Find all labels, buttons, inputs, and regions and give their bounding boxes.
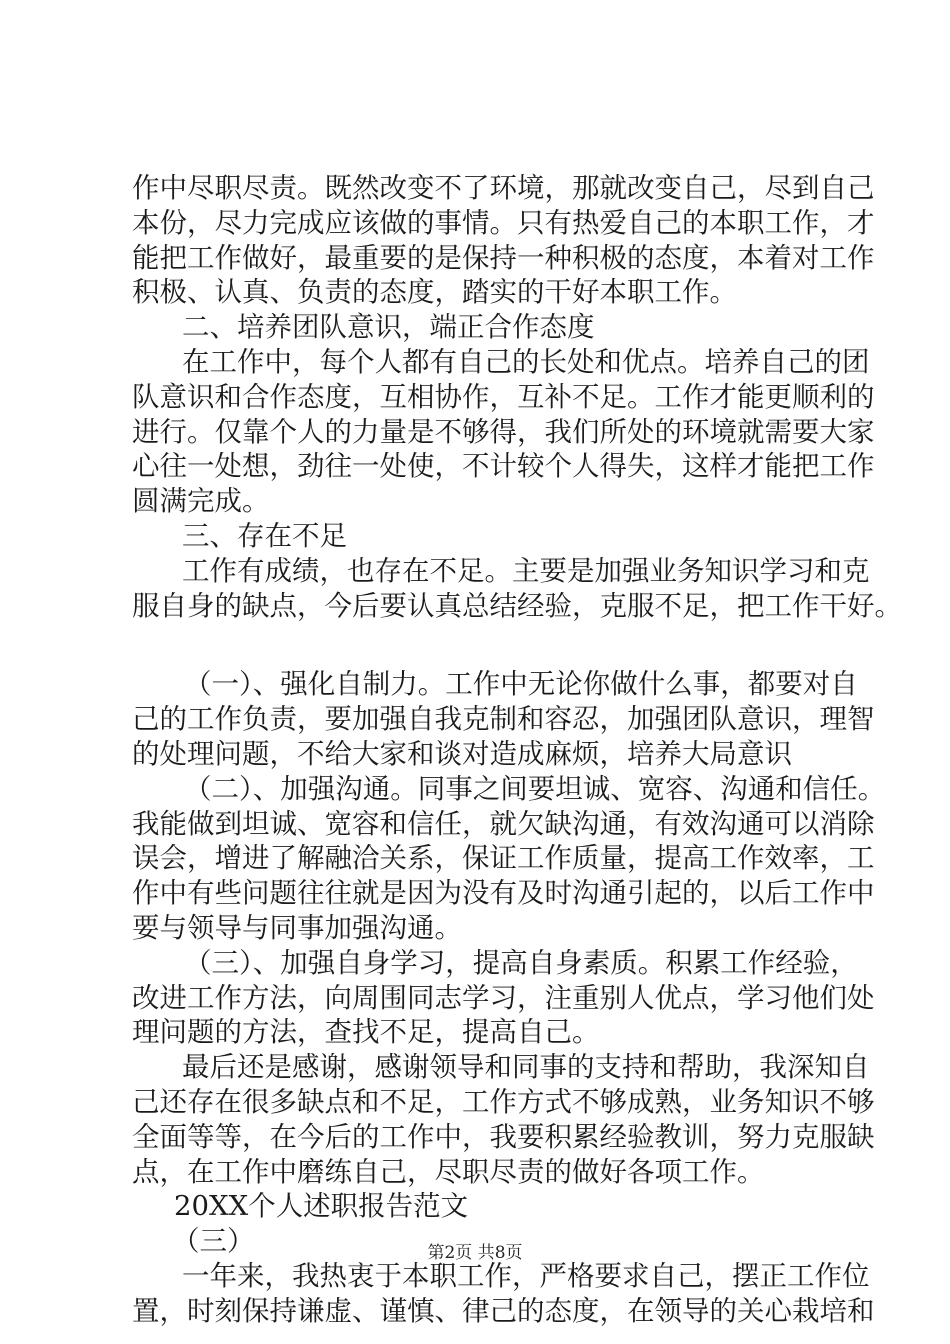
paragraph-line: 一年来，我热衷于本职工作，严格要求自己，摆正工作位 [182, 1259, 870, 1292]
paragraph-line: 要与领导与同事加强沟通。 [132, 911, 462, 944]
paragraph-line: 在工作中，每个人都有自己的长处和优点。培养自己的团 [182, 345, 870, 378]
paragraph-line: 点，在工作中磨练自己，尽职尽责的做好各项工作。 [132, 1155, 765, 1188]
document-subtitle: （三） [172, 1225, 255, 1258]
document-body [132, 171, 902, 1329]
paragraph-line: 进行。仅靠个人的力量是不够得，我们所处的环境就需要大家 [132, 415, 875, 448]
paragraph-line: 队意识和合作态度，互相协作，互补不足。工作才能更顺利的 [132, 380, 875, 413]
paragraph-line: 最后还是感谢，感谢领导和同事的支持和帮助，我深知自 [182, 1051, 870, 1084]
paragraph-line: 全面等等，在今后的工作中，我要积累经验教训，努力克服缺 [132, 1120, 875, 1153]
paragraph-line: 作中有些问题往往就是因为没有及时沟通引起的，以后工作中 [132, 877, 875, 910]
section-heading: 三、存在不足 [182, 519, 347, 552]
paragraph-line: （一）、强化自制力。工作中无论你做什么事，都要对自 [184, 668, 858, 701]
paragraph-line: 能把工作做好，最重要的是保持一种积极的态度，本着对工作 [132, 241, 875, 274]
paragraph-line: 置，时刻保持谦虚、谨慎、律己的态度，在领导的关心栽培和 [132, 1294, 875, 1327]
paragraph-line: 己的工作负责，要加强自我克制和容忍，加强团队意识，理智 [132, 703, 875, 736]
paragraph-line: 改进工作方法，向周围同志学习，注重别人优点，学习他们处 [132, 981, 875, 1014]
paragraph-line: 圆满完成。 [132, 485, 270, 518]
paragraph-line: 服自身的缺点，今后要认真总结经验，克服不足，把工作干好。 [132, 589, 902, 622]
paragraph-line: 作中尽职尽责。既然改变不了环境，那就改变自己，尽到自己 [132, 172, 875, 204]
paragraph-gap [132, 623, 848, 667]
paragraph-line: （三）、加强自身学习，提高自身素质。积累工作经验， [184, 946, 858, 979]
document-title: 20XX个人述职报告范文 [174, 1190, 469, 1223]
paragraph-line: 本份，尽力完成应该做的事情。只有热爱自己的本职工作，才 [132, 206, 875, 239]
paragraph-line: （二）、加强沟通。同事之间要坦诚、宽容、沟通和信任。 [184, 772, 886, 805]
paragraph-line: 理问题的方法，查找不足，提高自己。 [132, 1016, 600, 1049]
paragraph-line: 心往一处想，劲往一处使，不计较个人得失，这样才能把工作 [132, 450, 875, 483]
paragraph-line: 我能做到坦诚、宽容和信任，就欠缺沟通，有效沟通可以消除 [132, 807, 875, 840]
paragraph-line: 误会，增进了解融洽关系，保证工作质量，提高工作效率，工 [132, 842, 875, 875]
paragraph-line: 工作有成绩，也存在不足。主要是加强业务知识学习和克 [182, 554, 870, 587]
paragraph-line: 的处理问题，不给大家和谈对造成麻烦，培养大局意识 [132, 737, 792, 770]
paragraph-line: 己还存在很多缺点和不足，工作方式不够成熟，业务知识不够 [132, 1085, 875, 1118]
paragraph-line: 积极、认真、负责的态度，踏实的干好本职工作。 [132, 276, 737, 309]
section-heading: 二、培养团队意识，端正合作态度 [182, 311, 595, 344]
page-number-footer: 第2页 共8页 [427, 1243, 523, 1263]
